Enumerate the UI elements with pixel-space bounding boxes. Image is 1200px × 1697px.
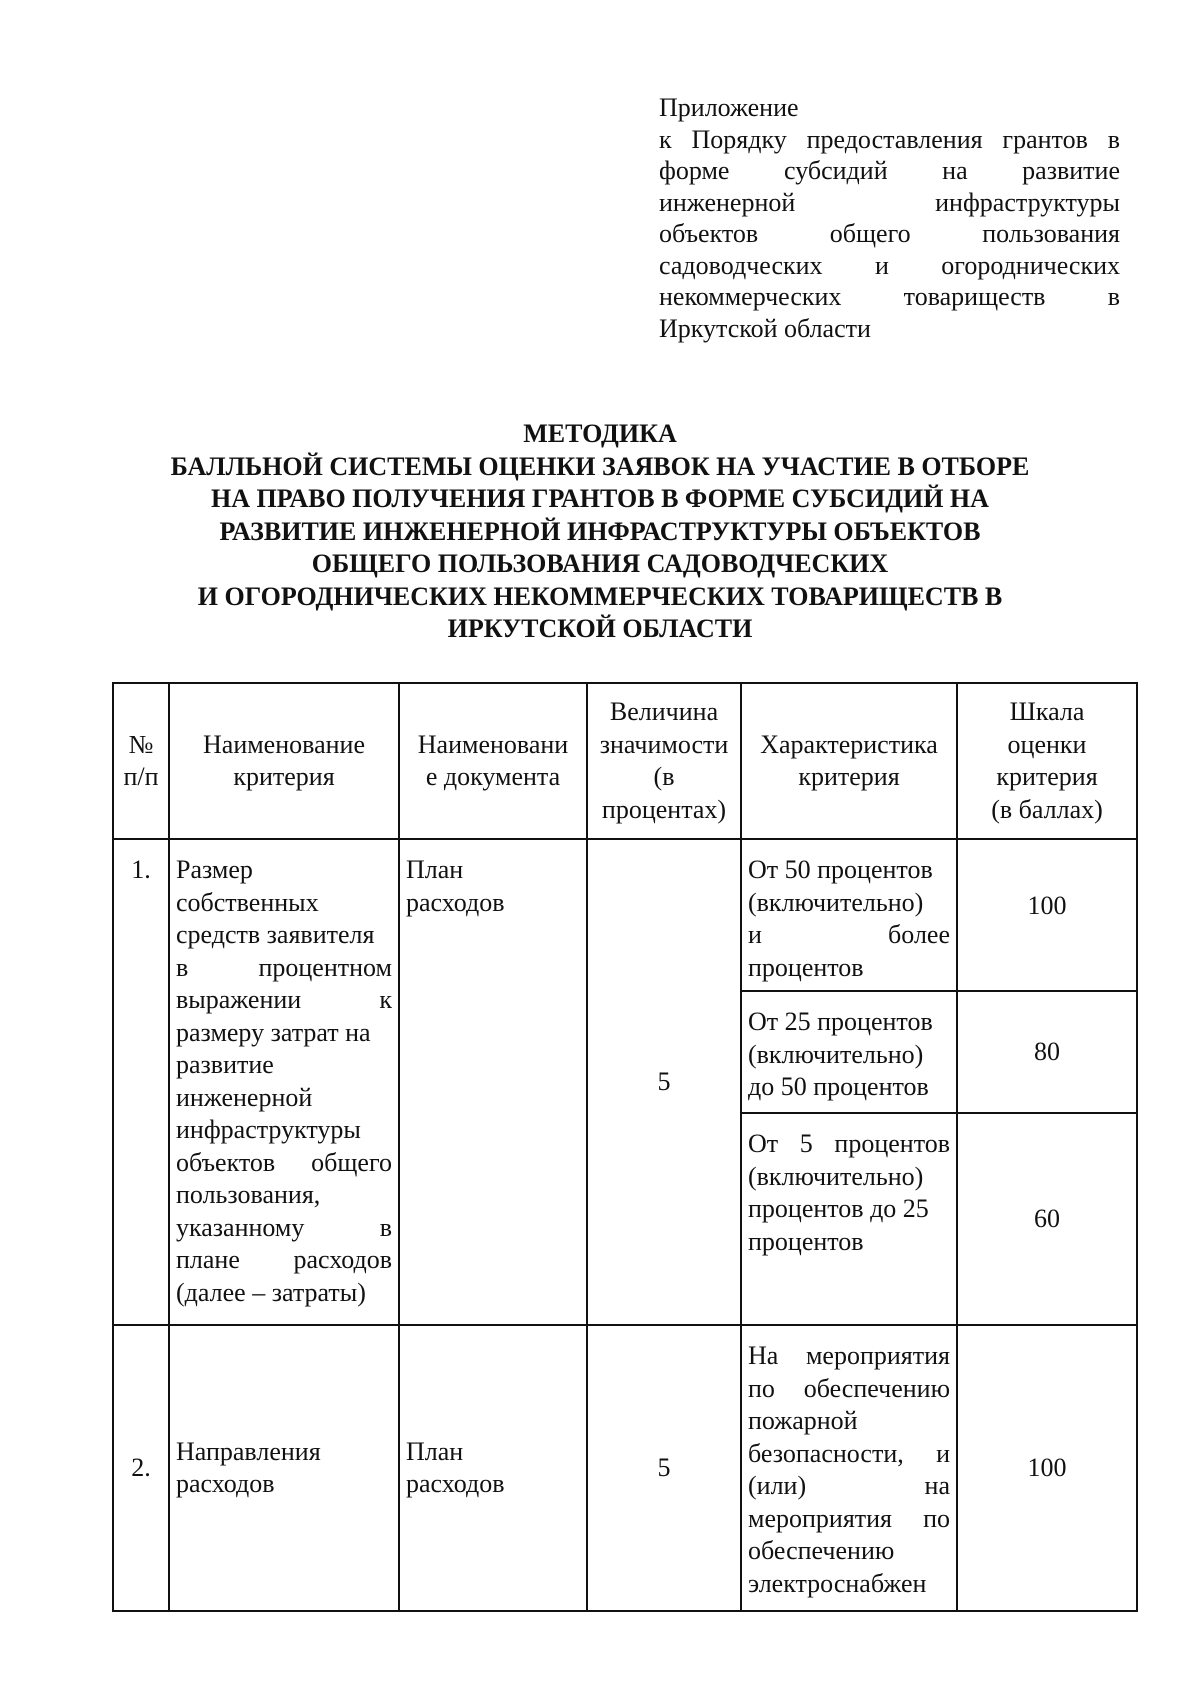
appendix-line: инженерной инфраструктуры xyxy=(659,187,1120,217)
header-criterion: Наименование критерия xyxy=(169,683,399,839)
header-weight: Величина значимости (в процентах) xyxy=(587,683,741,839)
appendix-line: некоммерческих товариществ в xyxy=(659,282,1120,311)
header-num: № п/п xyxy=(113,683,169,839)
appendix-line: Приложение xyxy=(659,93,799,122)
weight-cell: 5 xyxy=(587,839,741,1325)
appendix-line: к Порядку предоставления грантов в xyxy=(659,124,1120,154)
table-row xyxy=(113,1325,1137,1611)
title-line: НА ПРАВО ПОЛУЧЕНИЯ ГРАНТОВ В ФОРМЕ СУБСИДИЙ НА xyxy=(211,484,989,513)
title-line: ИРКУТСКОЙ ОБЛАСТИ xyxy=(447,614,753,643)
appendix-line: Иркутской области xyxy=(659,313,871,343)
criteria-table xyxy=(112,682,1138,1612)
weight-cell: 5 xyxy=(587,1325,741,1611)
criterion-cell: Размер собственных средств заявителя в процентном выражении к размеру затрат на развитие инженерной инфраструктуры объектов общего пользования, указанному в плане расходов (далее – затраты) xyxy=(169,839,399,1325)
score-cell: 100 xyxy=(957,1325,1137,1611)
title-line: ОБЩЕГО ПОЛЬЗОВАНИЯ САДОВОДЧЕСКИХ xyxy=(311,549,889,578)
appendix-block xyxy=(659,92,1120,344)
header-document: Наименовани е документа xyxy=(399,683,587,839)
title-line: БАЛЛЬНОЙ СИСТЕМЫ ОЦЕНКИ ЗАЯВОК НА УЧАСТИЕ В ОТБОРЕ xyxy=(170,451,1030,481)
appendix-line: садоводческих и огороднических xyxy=(659,250,1120,280)
table-row xyxy=(113,839,1137,991)
document-cell: План расходов xyxy=(399,839,587,1325)
score-cell: 100 xyxy=(957,839,1137,991)
title-line: РАЗВИТИЕ ИНЖЕНЕРНОЙ ИНФРАСТРУКТУРЫ ОБЪЕКТОВ xyxy=(219,516,981,546)
document-title xyxy=(100,418,1100,646)
header-characteristic: Характеристика критерия xyxy=(741,683,957,839)
characteristic-cell: От 25 процентов (включительно) до 50 процентов xyxy=(741,991,957,1113)
header-scale: Шкала оценки критерия (в баллах) xyxy=(957,683,1137,839)
row-number: 1. xyxy=(113,839,169,1325)
appendix-line: форме субсидий на развитие xyxy=(659,156,1120,185)
criterion-cell: Направления расходов xyxy=(169,1325,399,1611)
document-cell: План расходов xyxy=(399,1325,587,1611)
score-cell: 60 xyxy=(957,1113,1137,1325)
characteristic-cell: От 5 процентов (включительно) процентов до 25 процентов xyxy=(741,1113,957,1325)
row-number: 2. xyxy=(113,1325,169,1611)
score-cell: 80 xyxy=(957,991,1137,1113)
characteristic-cell: На мероприятия по обеспечению пожарной безопасности, и (или) на мероприятия по обеспечению электроснабжен xyxy=(741,1325,957,1611)
title-line: И ОГОРОДНИЧЕСКИХ НЕКОММЕРЧЕСКИХ ТОВАРИЩЕСТВ В xyxy=(197,581,1003,611)
title-line: МЕТОДИКА xyxy=(523,419,677,448)
header-row xyxy=(113,683,1137,839)
characteristic-cell: От 50 процентов (включительно) и более процентов xyxy=(741,839,957,991)
appendix-line: объектов общего пользования xyxy=(659,219,1120,248)
